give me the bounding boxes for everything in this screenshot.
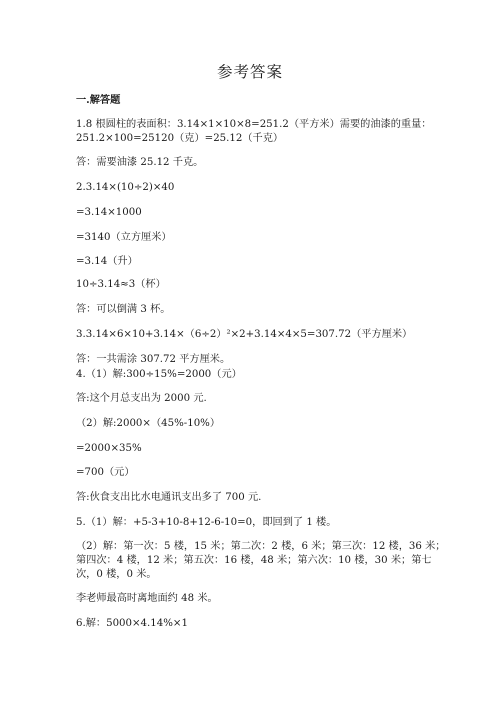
answer-line: 李老师最高时离地面约 48 米。	[76, 593, 218, 604]
answer-line: 答：可以倒满 3 杯。	[76, 304, 171, 315]
answer-line: =3.14×1000	[76, 207, 142, 218]
answer-line: 10÷3.14≈3（杯）	[76, 279, 166, 290]
answer-line: 4.（1）解:300÷15%=2000（元）	[76, 369, 242, 380]
answer-line: （2）解：第一次：5 楼，15 米；第二次：2 楼，6 米；第三次：12 楼，36 米；	[76, 541, 446, 552]
answer-line: 答:这个月总支出为 2000 元.	[76, 393, 207, 404]
answer-line: 答:伙食支出比水电通讯支出多了 700 元.	[76, 492, 262, 503]
answer-line: 次，0 楼，0 米。	[76, 569, 157, 580]
answer-line: 答：一共需涂 307.72 平方厘米。	[76, 354, 231, 365]
answer-line: 251.2×100=25120（克）=25.12（千克）	[76, 133, 284, 144]
answer-line: =3.14（升）	[76, 256, 138, 267]
answer-line: 1.8 根圆柱的表面积：3.14×1×10×8=251.2（平方米）需要的油漆的重量：	[76, 119, 432, 130]
page-title: 参考答案	[216, 63, 283, 81]
answer-line: 2.3.14×(10÷2)×40	[76, 182, 175, 193]
answer-line: 5.（1）解：+5-3+10-8+12-6-10=0，即回到了 1 楼。	[76, 517, 337, 528]
answer-line: =3140（立方厘米）	[76, 232, 172, 243]
answer-line: =2000×35%	[76, 443, 142, 454]
answer-line: =700（元）	[76, 467, 135, 478]
answer-line: 第四次：4 楼，12 米；第五次：16 楼，48 米；第六次：10 楼，30 米；第七	[76, 555, 432, 566]
answer-line: 答：需要油漆 25.12 千克。	[76, 157, 204, 168]
answer-line: 3.3.14×6×10+3.14×（6÷2）²×2+3.14×4×5=307.72（平方厘米）	[76, 329, 413, 340]
section-heading: 一.解答题	[76, 94, 121, 106]
answer-line: 6.解：5000×4.14%×1	[76, 618, 188, 629]
answer-line: （2）解:2000×（45%-10%）	[76, 418, 221, 429]
